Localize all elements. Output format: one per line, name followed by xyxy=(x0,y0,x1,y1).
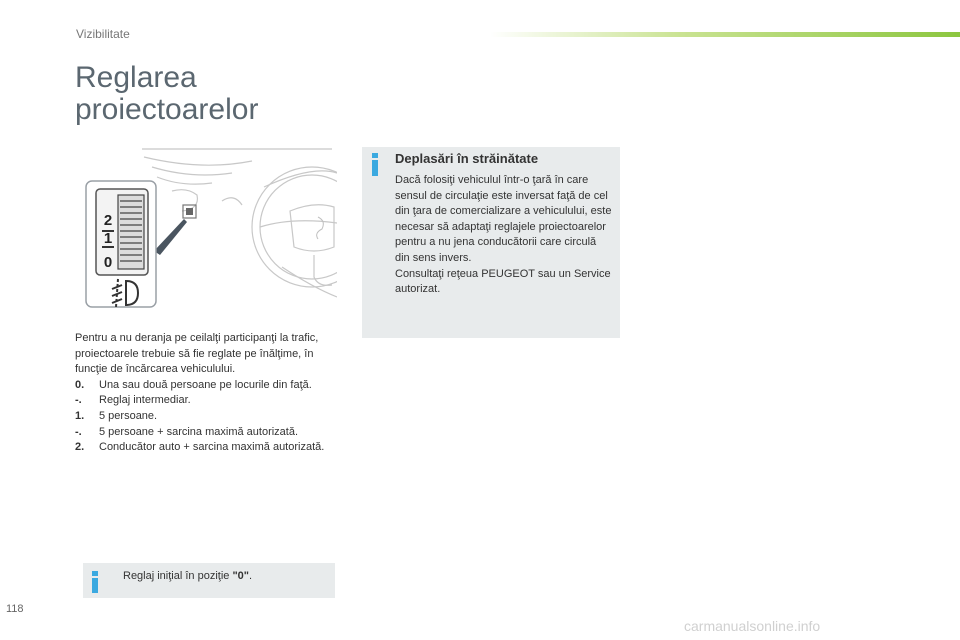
page-title-line-2: proiectoarelor xyxy=(75,93,259,126)
peugeot-lion-logo-sketch xyxy=(317,217,324,239)
page-title-line-1: Reglarea xyxy=(75,61,197,94)
driving-abroad-paragraph-2: Consultaţi reţeua PEUGEOT sau un Service autorizat. xyxy=(395,267,611,296)
dial-mark-1: 1 xyxy=(103,230,113,247)
position-text: Una sau două persoane pe locurile din faţă. xyxy=(99,378,312,391)
position-key: 1. xyxy=(75,409,85,422)
dial-mark-2: 2 xyxy=(103,212,113,229)
list-item xyxy=(75,440,333,456)
position-key: -. xyxy=(75,425,82,438)
adjuster-switch-panel xyxy=(86,181,156,307)
driving-abroad-box xyxy=(362,147,620,338)
header-accent-bar xyxy=(490,32,960,37)
page-title xyxy=(75,62,258,126)
pointer-arrow xyxy=(154,219,187,255)
position-text: 5 persoane + sarcina maximă autorizată. xyxy=(99,425,299,438)
position-text: Conducător auto + sarcina maximă autorizată. xyxy=(99,441,325,454)
info-icon xyxy=(92,571,100,593)
list-item xyxy=(75,378,333,394)
driving-abroad-title: Deplasări în străinătate xyxy=(395,151,539,166)
section-label: Vizibilitate xyxy=(76,27,130,41)
initial-setting-text: Reglaj iniţial în poziţie "0". xyxy=(123,570,253,582)
headlamp-adjuster-illustration xyxy=(82,147,337,313)
position-list xyxy=(75,378,333,456)
initial-setting-note xyxy=(83,563,335,598)
intro-paragraph: Pentru a nu deranja pe ceilalţi participanţi la trafic, proiectoarele trebuie să fie reglate pe înălţime, în funcţie de încărcarea vehiculului. xyxy=(75,332,319,376)
position-text: 5 persoane. xyxy=(99,409,158,422)
info-icon xyxy=(372,153,380,176)
dashboard-sketch xyxy=(142,149,337,297)
intro-text xyxy=(75,331,333,456)
page-number: 118 xyxy=(6,603,24,615)
position-key: 2. xyxy=(75,441,85,454)
list-item xyxy=(75,409,333,425)
list-item xyxy=(75,425,333,441)
list-item xyxy=(75,393,333,409)
dial-mark-0: 0 xyxy=(103,254,113,271)
driving-abroad-body xyxy=(395,173,613,298)
driving-abroad-paragraph-1: Dacă folosiţi vehiculul într-o ţară în care sensul de circulaţie este inversat faţă de cel din ţara de comercializare a vehiculului, este necesar să adaptaţi reglajele proiectoarelor pentru a nu jena conducătorii care circulă din sens invers. xyxy=(395,174,612,264)
position-key: 0. xyxy=(75,378,85,391)
position-text: Reglaj intermediar. xyxy=(99,394,191,407)
watermark: carmanualsonline.info xyxy=(684,618,821,634)
position-key: -. xyxy=(75,394,82,407)
